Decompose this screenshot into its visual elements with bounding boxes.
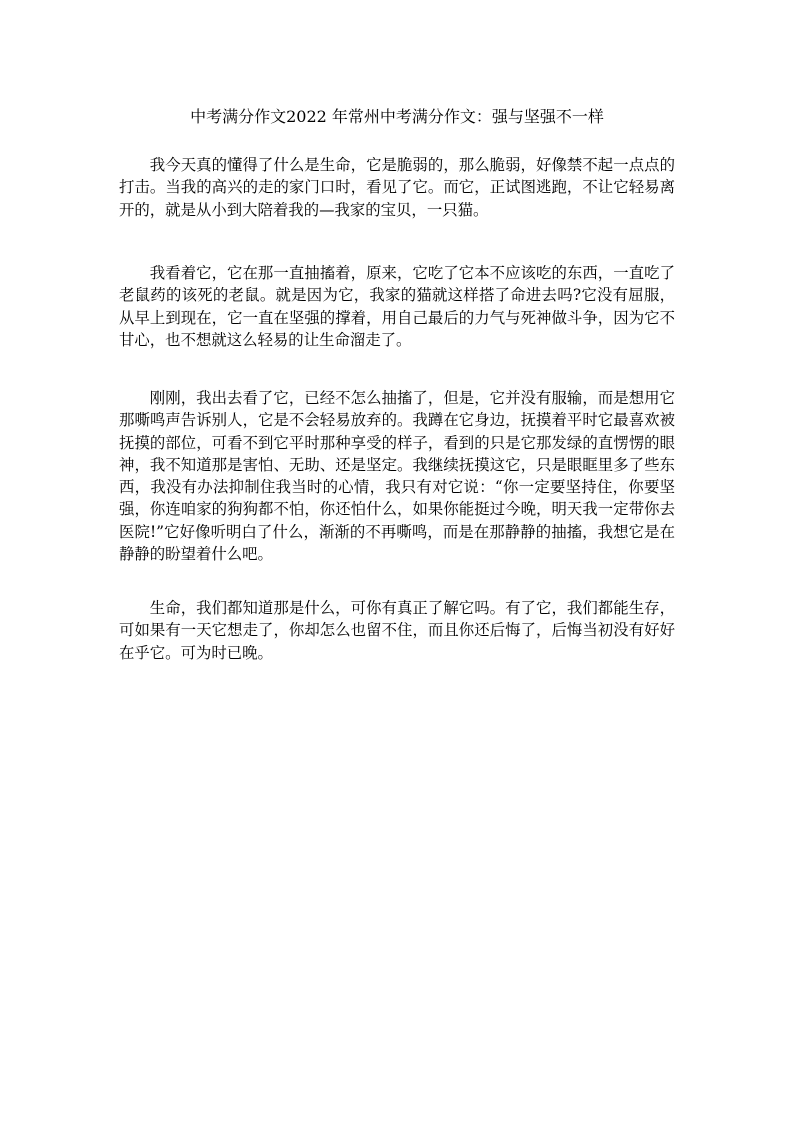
paragraph: 我今天真的懂得了什么是生命，它是脆弱的，那么脆弱，好像禁不起一点点的打击。当我的高兴的走的家门口时，看见了它。而它，正试图逃跑，不让它轻易离开的，就是从小到大陪着我的—我家的宝贝，一只猫。 (119, 156, 675, 219)
paragraph: 我看着它，它在那一直抽搐着，原来，它吃了它本不应该吃的东西，一直吃了老鼠药的该死的老鼠。就是因为它，我家的猫就这样搭了命进去吗?它没有屈服，从早上到现在，它一直在坚强的撑着，用自己最后的力气与死神做斗争，因为它不甘心，也不想就这么轻易的让生命溜走了。 (119, 264, 675, 349)
document-title: 中考满分作文2022 年常州中考满分作文：强与坚强不一样 (190, 107, 604, 126)
paragraph: 生命，我们都知道那是什么，可你有真正了解它吗。有了它，我们都能生存，可如果有一天它想走了，你却怎么也留不住，而且你还后悔了，后悔当初没有好好在乎它。可为时已晚。 (119, 599, 675, 662)
paragraph: 刚刚，我出去看了它，已经不怎么抽搐了，但是，它并没有服输，而是想用它那嘶鸣声告诉别人，它是不会轻易放弃的。我蹲在它身边，抚摸着平时它最喜欢被抚摸的部位，可看不到它平时那种享受的样子，看到的只是它那发绿的直愣愣的眼神，我不知道那是害怕、无助、还是坚定。我继续抚摸这它，只是眼眶里多了些东西，我没有办法抑制住我当时的心情，我只有对它说：“你一定要坚持住，你要坚强，你连咱家的狗狗都不怕，你还怕什么，如果你能挺过今晚，明天我一定带你去医院!”它好像听明白了什么，渐渐的不再嘶鸣，而是在那静静的抽搐，我想它是在静静的盼望着什么吧。 (119, 389, 675, 564)
